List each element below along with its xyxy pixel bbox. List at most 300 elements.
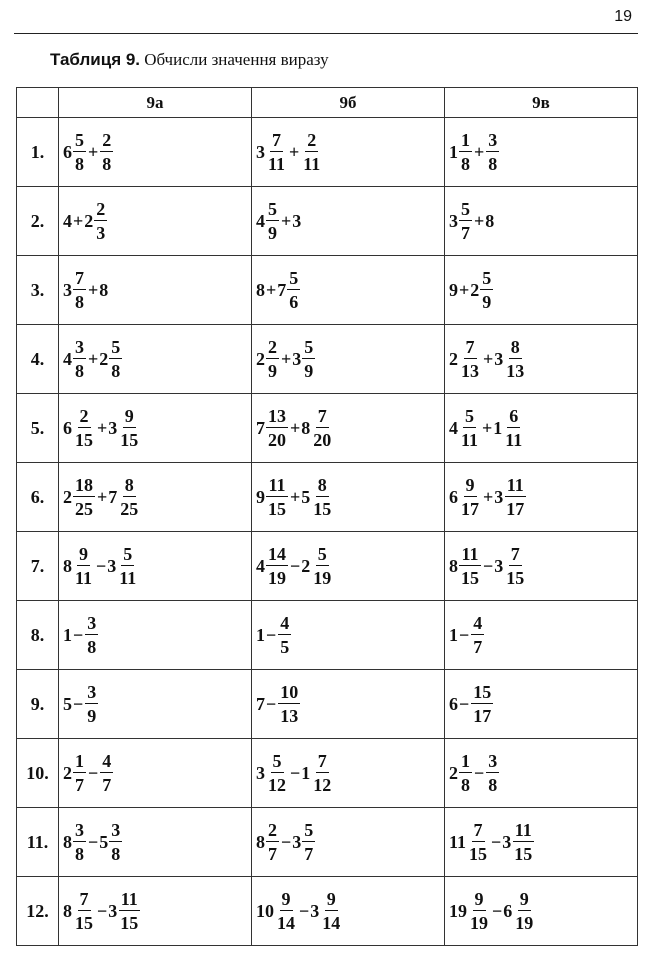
- fraction: [73, 752, 86, 794]
- fraction: [266, 407, 288, 449]
- operator: +: [289, 141, 300, 162]
- operator: −: [88, 831, 99, 852]
- denominator: 8: [111, 844, 121, 864]
- numerator: 1: [461, 751, 470, 771]
- numerator: 3: [111, 820, 121, 840]
- numerator: 18: [75, 475, 93, 495]
- expression: [63, 890, 141, 932]
- denominator: 17: [473, 706, 492, 726]
- fraction: [468, 890, 490, 932]
- expression-cell: [252, 601, 445, 670]
- fraction: [278, 683, 300, 725]
- expression-cell: [252, 877, 445, 946]
- expression-cell: [59, 463, 252, 532]
- expression-cell: [445, 601, 638, 670]
- whole-number: 4: [256, 555, 265, 576]
- fraction: [266, 338, 279, 380]
- denominator: 5: [280, 637, 290, 657]
- numerator: 3: [87, 682, 97, 702]
- operator: −: [281, 831, 292, 852]
- column-header-9a: 9а: [59, 88, 252, 118]
- expression: [63, 200, 108, 242]
- numerator: 15: [473, 682, 492, 702]
- whole-number: 1: [449, 624, 458, 645]
- denominator: 8: [488, 775, 498, 795]
- whole-number: 3: [494, 486, 504, 507]
- numerator: 5: [289, 268, 299, 288]
- whole-number: 7: [277, 279, 287, 300]
- numerator: 9: [465, 475, 475, 495]
- denominator: 8: [111, 361, 121, 381]
- whole-number: 6: [63, 417, 72, 438]
- operator: +: [474, 210, 485, 231]
- numerator: 11: [268, 475, 286, 495]
- whole-number: 6: [449, 693, 458, 714]
- whole-number: 2: [256, 348, 265, 369]
- expression: [256, 752, 334, 794]
- whole-number: 3: [494, 555, 504, 576]
- operator: −: [73, 693, 84, 714]
- expression-cell: [445, 325, 638, 394]
- expression: [63, 131, 114, 173]
- denominator: 8: [75, 154, 84, 174]
- denominator: 20: [268, 430, 286, 450]
- whole-number: 3: [292, 210, 302, 231]
- denominator: 7: [268, 844, 277, 864]
- row-number: 3.: [17, 256, 59, 325]
- numerator: 4: [280, 613, 290, 633]
- page-number: 19: [614, 8, 632, 25]
- expression: [256, 269, 301, 311]
- table-row: [17, 877, 638, 946]
- whole-number: 1: [256, 624, 265, 645]
- expression-cell: [252, 325, 445, 394]
- denominator: 19: [515, 913, 534, 933]
- fraction: [278, 614, 291, 656]
- whole-number: 5: [99, 831, 109, 852]
- operator: +: [88, 279, 99, 300]
- expression: [449, 269, 494, 311]
- expression-cell: [59, 256, 252, 325]
- fraction: [266, 821, 279, 863]
- whole-number: 2: [470, 279, 480, 300]
- expression: [63, 752, 114, 794]
- denominator: 7: [461, 223, 470, 243]
- whole-number: 3: [502, 831, 512, 852]
- expression-cell: [59, 670, 252, 739]
- operator: +: [97, 417, 108, 438]
- fraction: [266, 200, 279, 242]
- denominator: 25: [120, 499, 139, 519]
- operator: −: [483, 555, 494, 576]
- table-row: [17, 118, 638, 187]
- denominator: 15: [469, 844, 488, 864]
- fraction: [459, 131, 472, 173]
- whole-number: 3: [63, 279, 72, 300]
- fraction: [504, 338, 526, 380]
- whole-number: 5: [63, 693, 72, 714]
- operator: −: [266, 693, 277, 714]
- fraction: [266, 131, 287, 173]
- denominator: 15: [75, 430, 93, 450]
- denominator: 20: [313, 430, 332, 450]
- fraction: [504, 476, 526, 518]
- denominator: 8: [75, 844, 84, 864]
- expression: [256, 338, 316, 380]
- fraction: [118, 890, 140, 932]
- operator: −: [474, 762, 485, 783]
- fraction: [73, 131, 86, 173]
- whole-number: 3: [107, 555, 117, 576]
- fraction: [311, 752, 333, 794]
- whole-number: 1: [63, 624, 72, 645]
- whole-number: 4: [63, 210, 72, 231]
- denominator: 8: [75, 361, 84, 381]
- denominator: 15: [75, 913, 93, 933]
- expression: [256, 890, 343, 932]
- denominator: 11: [505, 430, 523, 450]
- numerator: 10: [280, 682, 299, 702]
- denominator: 8: [87, 637, 97, 657]
- row-number: 7.: [17, 532, 59, 601]
- denominator: 19: [268, 568, 286, 588]
- whole-number: 5: [301, 486, 311, 507]
- expression-cell: [445, 256, 638, 325]
- numerator: 13: [268, 406, 286, 426]
- numerator: 9: [326, 889, 336, 909]
- numerator: 9: [474, 889, 484, 909]
- whole-number: 4: [256, 210, 265, 231]
- operator: −: [88, 762, 99, 783]
- numerator: 9: [124, 406, 134, 426]
- denominator: 19: [470, 913, 488, 933]
- expression-cell: [445, 463, 638, 532]
- whole-number: 8: [256, 831, 265, 852]
- numerator: 4: [102, 751, 112, 771]
- fraction: [311, 545, 333, 587]
- expression-cell: [59, 394, 252, 463]
- whole-number: 19: [449, 900, 467, 921]
- numerator: 5: [111, 337, 121, 357]
- whole-number: 11: [449, 831, 467, 852]
- fraction: [73, 269, 86, 311]
- denominator: 15: [506, 568, 525, 588]
- fraction: [109, 821, 122, 863]
- whole-number: 1: [449, 141, 458, 162]
- denominator: 14: [277, 913, 295, 933]
- numerator: 7: [317, 751, 327, 771]
- fraction: [486, 752, 499, 794]
- row-number: 5.: [17, 394, 59, 463]
- fraction: [118, 476, 140, 518]
- numerator: 3: [75, 820, 84, 840]
- operator: +: [88, 141, 99, 162]
- expression-cell: [252, 187, 445, 256]
- expression-cell: [59, 532, 252, 601]
- whole-number: 3: [108, 417, 118, 438]
- fraction: [513, 890, 535, 932]
- numerator: 9: [281, 889, 291, 909]
- operator: −: [491, 831, 502, 852]
- row-number: 9.: [17, 670, 59, 739]
- numerator: 7: [75, 268, 84, 288]
- whole-number: 10: [256, 900, 274, 921]
- denominator: 15: [268, 499, 286, 519]
- expression: [256, 200, 301, 242]
- denominator: 15: [514, 844, 533, 864]
- fraction: [467, 821, 489, 863]
- numerator: 4: [473, 613, 483, 633]
- whole-number: 3: [256, 141, 265, 162]
- numerator: 8: [317, 475, 327, 495]
- whole-number: 3: [292, 831, 302, 852]
- expression: [63, 614, 99, 656]
- numerator: 14: [268, 544, 286, 564]
- expression-cell: [252, 256, 445, 325]
- expression: [63, 821, 123, 863]
- operator: +: [483, 486, 494, 507]
- expression-cell: [252, 670, 445, 739]
- whole-number: 4: [449, 417, 458, 438]
- whole-number: 8: [63, 831, 72, 852]
- fraction: [480, 269, 493, 311]
- numerator: 7: [473, 820, 483, 840]
- fraction: [459, 407, 480, 449]
- expression-cell: [59, 739, 252, 808]
- table-row: [17, 808, 638, 877]
- numerator: 3: [488, 130, 498, 150]
- fraction: [73, 545, 94, 587]
- expression: [449, 131, 500, 173]
- fraction: [503, 407, 524, 449]
- fraction: [471, 614, 484, 656]
- table-row: [17, 532, 638, 601]
- expression: [449, 683, 494, 725]
- denominator: 11: [461, 430, 479, 450]
- denominator: 12: [313, 775, 332, 795]
- fraction: [512, 821, 534, 863]
- numerator: 7: [272, 130, 281, 150]
- expression: [449, 338, 527, 380]
- table-row: [17, 325, 638, 394]
- whole-number: 2: [301, 555, 311, 576]
- row-number: 6.: [17, 463, 59, 532]
- expression: [449, 821, 535, 863]
- numerator: 11: [120, 889, 138, 909]
- whole-number: 9: [449, 279, 458, 300]
- denominator: 15: [461, 568, 479, 588]
- denominator: 9: [268, 361, 277, 381]
- table-header-row: [17, 88, 638, 118]
- expression: [256, 131, 323, 173]
- table-row: [17, 739, 638, 808]
- denominator: 9: [482, 292, 492, 312]
- numerator: 7: [79, 889, 89, 909]
- fraction: [320, 890, 342, 932]
- expression-cell: [59, 877, 252, 946]
- operator: −: [73, 624, 84, 645]
- expression-cell: [59, 325, 252, 394]
- expression-cell: [445, 877, 638, 946]
- denominator: 15: [120, 430, 139, 450]
- expression: [63, 683, 99, 725]
- expression: [449, 545, 527, 587]
- fraction: [504, 545, 526, 587]
- whole-number: 2: [63, 762, 72, 783]
- numerator: 9: [79, 544, 88, 564]
- operator: −: [299, 900, 310, 921]
- fraction: [275, 890, 297, 932]
- operator: −: [97, 900, 108, 921]
- table-row: [17, 187, 638, 256]
- fraction: [118, 407, 140, 449]
- whole-number: 9: [256, 486, 265, 507]
- expression-cell: [252, 394, 445, 463]
- fraction: [459, 476, 481, 518]
- numerator: 2: [96, 199, 106, 219]
- fraction: [100, 752, 113, 794]
- numerator: 5: [123, 544, 133, 564]
- expression-cell: [252, 532, 445, 601]
- table-title-label: Таблиця 9.: [50, 50, 141, 69]
- fraction: [73, 821, 86, 863]
- numerator: 5: [317, 544, 327, 564]
- denominator: 15: [120, 913, 139, 933]
- denominator: 9: [87, 706, 97, 726]
- operator: +: [97, 486, 108, 507]
- expression-cell: [252, 808, 445, 877]
- whole-number: 7: [256, 417, 265, 438]
- numerator: 3: [75, 337, 84, 357]
- table-row: [17, 463, 638, 532]
- denominator: 13: [280, 706, 299, 726]
- numerator: 11: [514, 820, 532, 840]
- operator: +: [482, 417, 493, 438]
- whole-number: 3: [494, 348, 504, 369]
- denominator: 7: [75, 775, 84, 795]
- numerator: 5: [304, 820, 314, 840]
- fraction: [311, 407, 333, 449]
- numerator: 3: [488, 751, 498, 771]
- fraction: [73, 890, 95, 932]
- denominator: 13: [506, 361, 525, 381]
- fraction: [301, 131, 322, 173]
- expression: [256, 407, 334, 449]
- expression: [63, 545, 139, 587]
- numerator: 1: [75, 751, 84, 771]
- fraction: [486, 131, 499, 173]
- numerator: 11: [506, 475, 524, 495]
- exercise-table: [16, 87, 638, 946]
- fraction: [100, 131, 113, 173]
- expression: [63, 476, 141, 518]
- expression: [449, 614, 485, 656]
- operator: −: [290, 555, 301, 576]
- operator: +: [290, 486, 301, 507]
- denominator: 14: [322, 913, 341, 933]
- table-row: [17, 601, 638, 670]
- numerator: 2: [268, 820, 277, 840]
- expression-cell: [59, 187, 252, 256]
- fraction: [459, 338, 481, 380]
- whole-number: 6: [449, 486, 458, 507]
- numerator: 7: [510, 544, 520, 564]
- whole-number: 6: [503, 900, 513, 921]
- expression: [63, 269, 108, 311]
- numerator: 5: [461, 199, 470, 219]
- operator: +: [281, 348, 292, 369]
- whole-number: 2: [99, 348, 109, 369]
- denominator: 8: [488, 154, 498, 174]
- row-number: 4.: [17, 325, 59, 394]
- denominator: 7: [102, 775, 112, 795]
- operator: −: [492, 900, 503, 921]
- whole-number: 2: [63, 486, 72, 507]
- header-rule: [14, 33, 638, 34]
- whole-number: 7: [108, 486, 118, 507]
- expression-cell: [59, 808, 252, 877]
- fraction: [287, 269, 300, 311]
- row-number: 8.: [17, 601, 59, 670]
- denominator: 9: [304, 361, 314, 381]
- numerator: 2: [307, 130, 317, 150]
- fraction: [266, 476, 288, 518]
- whole-number: 7: [256, 693, 265, 714]
- whole-number: 8: [485, 210, 495, 231]
- expression: [256, 821, 316, 863]
- denominator: 7: [473, 637, 483, 657]
- fraction: [459, 545, 481, 587]
- numerator: 7: [465, 337, 475, 357]
- whole-number: 1: [301, 762, 311, 783]
- fraction: [459, 752, 472, 794]
- denominator: 19: [313, 568, 332, 588]
- fraction: [471, 683, 493, 725]
- expression-cell: [59, 601, 252, 670]
- denominator: 11: [75, 568, 93, 588]
- whole-number: 3: [449, 210, 458, 231]
- denominator: 3: [96, 223, 106, 243]
- operator: −: [459, 624, 470, 645]
- row-number: 10.: [17, 739, 59, 808]
- expression: [449, 890, 536, 932]
- whole-number: 2: [449, 348, 458, 369]
- expression: [256, 545, 334, 587]
- expression-cell: [445, 118, 638, 187]
- header-blank-cell: [17, 88, 59, 118]
- denominator: 8: [461, 154, 470, 174]
- operator: +: [290, 417, 301, 438]
- numerator: 8: [124, 475, 134, 495]
- column-header-9v: 9в: [445, 88, 638, 118]
- expression: [63, 338, 123, 380]
- table-row: [17, 394, 638, 463]
- operator: −: [96, 555, 107, 576]
- expression-cell: [445, 739, 638, 808]
- expression: [63, 407, 141, 449]
- whole-number: 3: [108, 900, 118, 921]
- numerator: 9: [519, 889, 529, 909]
- numerator: 2: [79, 406, 89, 426]
- fraction: [311, 476, 333, 518]
- denominator: 11: [119, 568, 137, 588]
- whole-number: 8: [63, 900, 72, 921]
- numerator: 5: [482, 268, 492, 288]
- operator: +: [474, 141, 485, 162]
- whole-number: 1: [493, 417, 503, 438]
- fraction: [109, 338, 122, 380]
- table-row: [17, 670, 638, 739]
